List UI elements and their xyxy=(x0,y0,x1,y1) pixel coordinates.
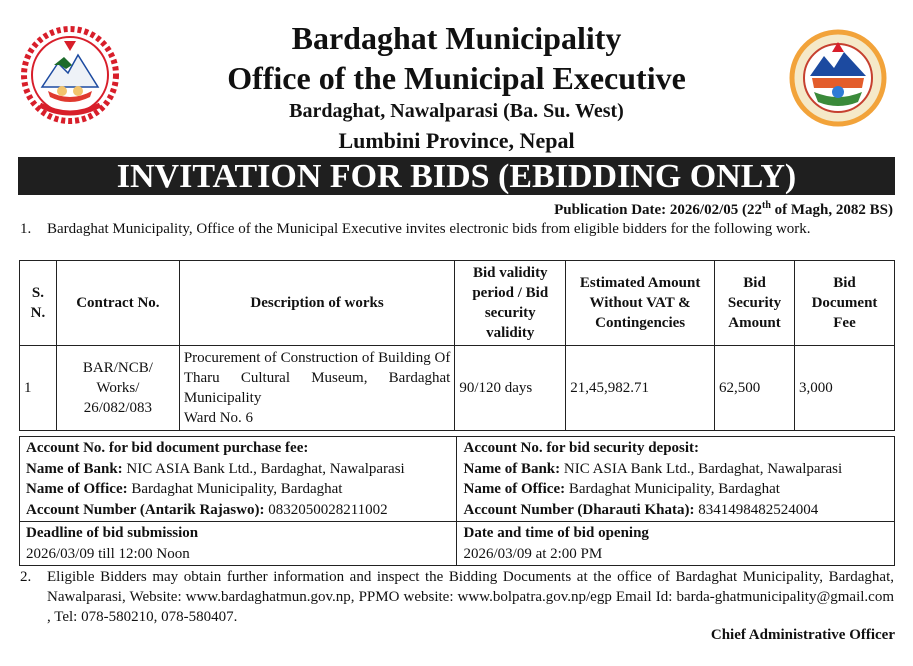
opening-cell xyxy=(457,522,895,566)
security-account-title: Account No. for bid security deposit: xyxy=(463,440,700,456)
cell-description xyxy=(179,346,455,431)
fee-office-value: Bardaghat Municipality, Bardaghat xyxy=(127,481,343,497)
fee-office-label: Name of Office: xyxy=(26,481,128,497)
deadline-label: Deadline of bid submission xyxy=(26,525,199,541)
column-header-validity: Bid validity period / Bid security validity xyxy=(455,261,566,346)
column-header-description: Description of works xyxy=(179,261,455,346)
publication-date-suffix: of Magh, 2082 BS) xyxy=(770,202,893,218)
description-text: Procurement of Construction of Building Of Tharu Cultural Museum, Bardaghat Municipality xyxy=(183,350,451,406)
bid-table xyxy=(19,260,895,431)
security-account-cell xyxy=(457,437,895,522)
cell-sn: 1 xyxy=(20,346,57,431)
bardaghat-municipality-logo xyxy=(788,28,888,128)
date-row xyxy=(20,522,895,566)
cell-validity: 90/120 days xyxy=(455,346,566,431)
table-header-row xyxy=(20,261,895,346)
opening-value: 2026/03/09 at 2:00 PM xyxy=(463,545,603,562)
cell-contract: BAR/NCB/ Works/ 26/082/083 xyxy=(56,346,179,431)
column-header-security: Bid Security Amount xyxy=(715,261,795,346)
security-account-number: 8341498482524004 xyxy=(694,501,819,518)
office-address: Bardaghat, Nawalparasi (Ba. Su. West) xyxy=(289,100,624,122)
deadline-cell xyxy=(20,522,457,566)
paragraph-number: 2. xyxy=(20,569,32,585)
deadline-value: 2026/03/09 till 12:00 Noon xyxy=(26,545,190,562)
province-name: Lumbini Province, Nepal xyxy=(338,128,575,153)
municipality-name: Bardaghat Municipality xyxy=(291,20,622,56)
security-bank-value: NIC ASIA Bank Ltd., Bardaghat, Nawalparasi xyxy=(560,460,843,477)
publication-date-prefix: Publication Date: 2026/02/05 (22 xyxy=(554,202,762,218)
paragraph-1 xyxy=(20,219,894,239)
column-header-contract: Contract No. xyxy=(56,261,179,346)
table-row xyxy=(20,346,895,431)
office-name: Office of the Municipal Executive xyxy=(227,60,686,96)
fee-account-title: Account No. for bid document purchase fee: xyxy=(26,440,309,456)
column-header-sn: S. N. xyxy=(20,261,57,346)
opening-label: Date and time of bid opening xyxy=(463,525,649,541)
description-ward: Ward No. 6 xyxy=(183,410,254,426)
fee-account-cell xyxy=(20,437,457,522)
notice-banner: INVITATION FOR BIDS (EBIDDING ONLY) xyxy=(18,157,895,195)
nepal-government-emblem xyxy=(20,25,120,125)
signature-title: Chief Administrative Officer xyxy=(710,627,895,643)
fee-account-number: 0832050028211002 xyxy=(264,501,388,518)
security-office-value: Bardaghat Municipality, Bardaghat xyxy=(565,481,780,497)
paragraph-number: 1. xyxy=(20,221,32,237)
fee-account-number-label: Account Number (Antarik Rajaswo): xyxy=(26,501,265,518)
publication-date-sup: th xyxy=(762,200,771,211)
account-row xyxy=(20,437,895,522)
security-account-number-label: Account Number (Dharauti Khata): xyxy=(463,501,695,518)
cell-fee: 3,000 xyxy=(795,346,895,431)
fee-bank-value: NIC ASIA Bank Ltd., Bardaghat, Nawalparasi xyxy=(122,460,405,477)
column-header-estimate: Estimated Amount Without VAT & Contingencies xyxy=(566,261,715,346)
cell-estimate: 21,45,982.71 xyxy=(566,346,715,431)
paragraph-text: Eligible Bidders may obtain further information and inspect the Bidding Documents at the office of Bardaghat Municipality, Bardaghat, Nawalparasi, Website: www.bardaghatmun.gov.np, PPMO website: www.bolpatra.gov.np/egp Email Id: barda-ghatmunicipality@gmail.com , Tel: 078-580210, 078-580407. xyxy=(47,569,894,625)
security-bank-label: Name of Bank: xyxy=(463,460,561,477)
fee-bank-label: Name of Bank: xyxy=(26,460,123,477)
column-header-fee: Bid Document Fee xyxy=(795,261,895,346)
publication-date xyxy=(554,200,893,219)
paragraph-text: Bardaghat Municipality, Office of the Municipal Executive invites electronic bids from eligible bidders for the following work. xyxy=(47,221,811,237)
security-office-label: Name of Office: xyxy=(463,481,566,497)
account-table xyxy=(19,436,895,566)
cell-security: 62,500 xyxy=(715,346,795,431)
paragraph-2 xyxy=(20,567,894,627)
